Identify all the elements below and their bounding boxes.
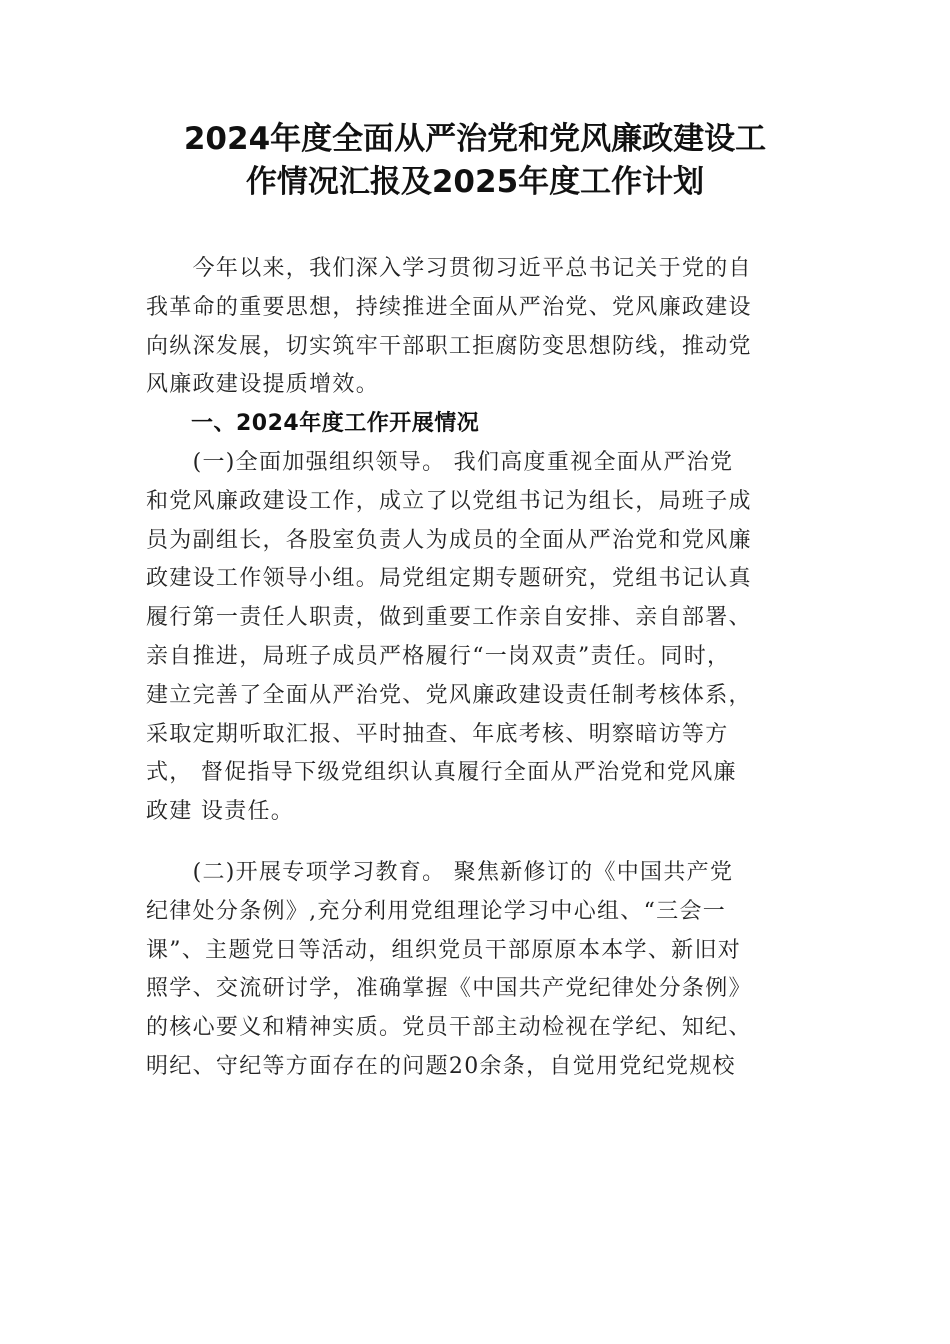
- text-line: (二)开展专项学习教育。 聚焦新修订的《中国共产党: [146, 859, 734, 885]
- text-line: 风廉政建设提质增效。: [146, 372, 380, 398]
- text-line: 采取定期听取汇报、平时抽查、年底考核、明察暗访等方: [146, 721, 729, 747]
- title-line: 作情况汇报及2025年度工作计划: [245, 164, 705, 200]
- text-line: 照学、交流研讨学，准确掌握《中国共产党纪律处分条例》: [146, 976, 752, 1002]
- section-heading: [146, 405, 814, 444]
- text-line: 建立完善了全面从严治党、党风廉政建设责任制考核体系，: [146, 682, 752, 708]
- paragraph-gap: [146, 832, 814, 854]
- text-line: 向纵深发展，切实筑牢干部职工拒腐防变思想防线，推动党: [146, 333, 752, 359]
- text-line: (一)全面加强组织领导。 我们高度重视全面从严治党: [146, 449, 734, 475]
- text-line: 纪律处分条例》,充分利用党组理论学习中心组、“三会一: [146, 898, 727, 924]
- text-line: 式， 督促指导下级党组织认真履行全面从严治党和党风廉: [146, 760, 737, 786]
- text-line: 员为副组长，各股室负责人为成员的全面从严治党和党风廉: [146, 527, 752, 553]
- text-line: 的核心要义和精神实质。党员干部主动检视在学纪、知纪、: [146, 1015, 752, 1041]
- paragraph-study: [146, 854, 814, 1087]
- text-line: 政建 设责任。: [146, 799, 295, 825]
- text-line: 政建设工作领导小组。局党组定期专题研究，党组书记认真: [146, 566, 752, 592]
- document-body: [146, 250, 814, 1087]
- section-heading-text: 一、2024年度工作开展情况: [146, 411, 480, 437]
- text-line: 今年以来，我们深入学习贯彻习近平总书记关于党的自: [146, 256, 752, 281]
- title-line: 2024年度全面从严治党和党风廉政建设工: [183, 121, 767, 157]
- document-title: [120, 118, 830, 204]
- text-line: 和党风廉政建设工作，成立了以党组书记为组长，局班子成: [146, 488, 752, 514]
- text-line: 我革命的重要思想，持续推进全面从严治党、党风廉政建设: [146, 294, 752, 320]
- text-line: 课”、主题党日等活动，组织党员干部原原本本学、新旧对: [146, 937, 742, 963]
- text-line: 履行第一责任人职责，做到重要工作亲自安排、亲自部署、: [146, 605, 752, 631]
- text-line: 明纪、守纪等方面存在的问题20余条，自觉用党纪党规校: [146, 1053, 736, 1079]
- paragraph-organization: [146, 444, 814, 832]
- text-line: 亲自推进，局班子成员严格履行“一岗双责”责任。同时，: [146, 643, 731, 669]
- intro-paragraph: [146, 250, 814, 405]
